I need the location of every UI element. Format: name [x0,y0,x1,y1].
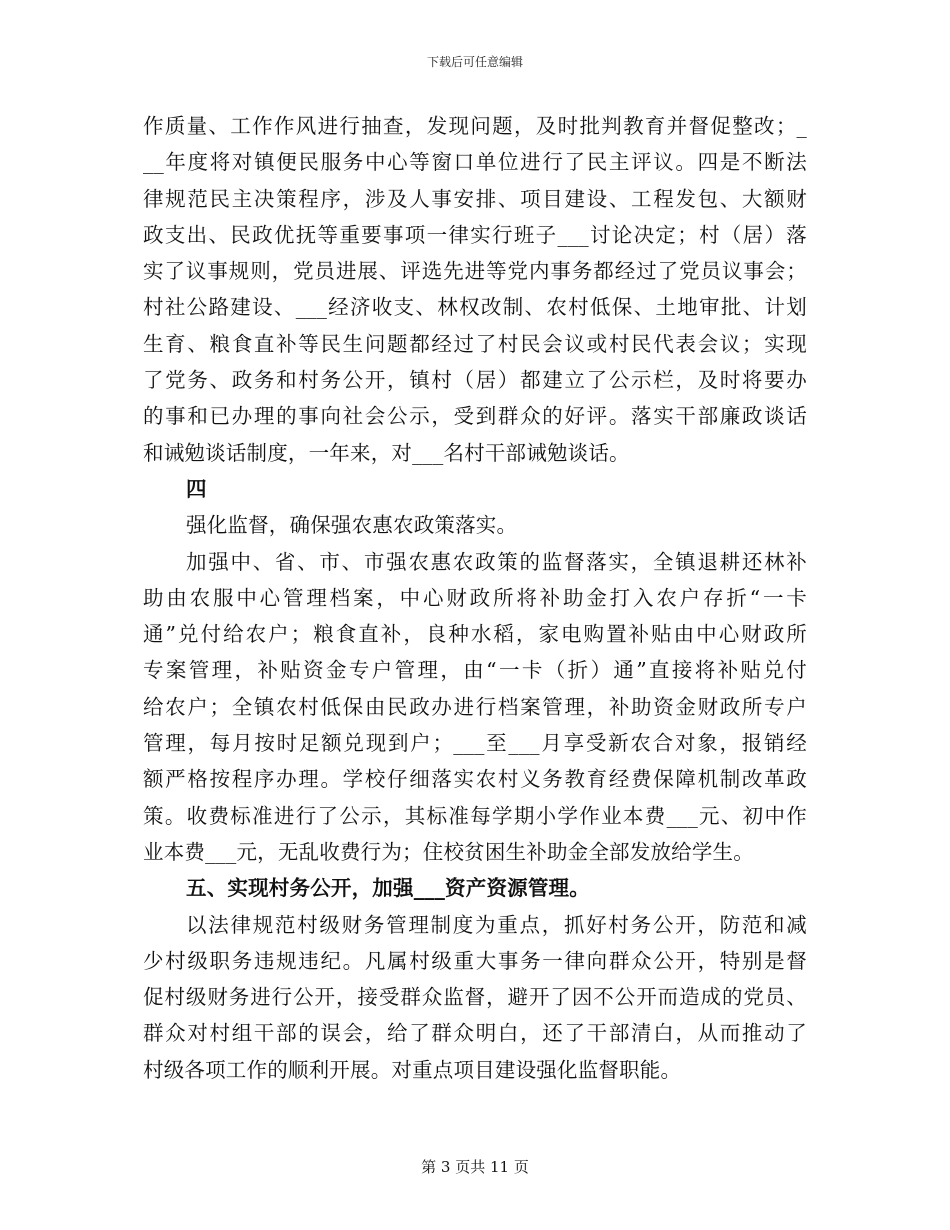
document-body [143,108,807,1088]
text-line: 作质量、工作作风进行抽查，发现问题，及时批判教育并督促整改；_ [143,114,807,138]
page-header: 下载后可任意编辑 [426,55,523,69]
text-line: 管理，每月按时足额兑现到户；___至___月享受新农合对象，报销经 [143,731,807,756]
text-line: 四 [186,476,207,501]
text-line: 策。收费标准进行了公示，其标准每学期小学作业本费___元、初中作 [143,803,807,828]
text-line: 实了议事规则，党员进展、评选先进等党内事务都经过了党员议事会； [143,259,807,284]
text-line: 促村级财务进行公开，接受群众监督，避开了因不公开而造成的党员、 [143,985,807,1010]
page-footer: 第 3 页共 11 页 [421,1158,529,1176]
text-line: 业本费___元，无乱收费行为；住校贫困生补助金全部发放给学生。 [143,839,754,864]
text-line: 额严格按程序办理。学校仔细落实农村义务教育经费保障机制改革政 [143,767,807,792]
text-line: 村级各项工作的顺利开展。对重点项目建设强化监督职能。 [143,1057,682,1082]
text-line: 群众对村组干部的误会，给了群众明白，还了干部清白，从而推动了 [143,1021,807,1046]
text-line: __年度将对镇便民服务中心等窗口单位进行了民主评议。四是不断法 [143,150,807,175]
text-line: 的事和已办理的事向社会公示，受到群众的好评。落实干部廉政谈话 [143,404,807,429]
text-line: 专案管理，补贴资金专户管理，由“一卡（折）通”直接将补贴兑付 [143,658,807,683]
text-line: 以法律规范村级财务管理制度为重点，抓好村务公开，防范和减 [186,912,807,937]
text-line: 政支出、民政优抚等重要事项一律实行班子___讨论决定；村（居）落 [143,222,807,247]
text-line: 生育、粮食直补等民生问题都经过了村民会议或村民代表会议；实现 [143,331,807,356]
text-line: 村社公路建设、___经济收支、林权改制、农村低保、土地审批、计划 [143,295,807,320]
text-line: 通”兑付给农户；粮食直补，良种水稻，家电购置补贴由中心财政所 [143,622,807,647]
text-line: 五、实现村务公开，加强___资产资源管理。 [186,876,590,901]
text-line: 律规范民主决策程序，涉及人事安排、项目建设、工程发包、大额财 [143,186,807,211]
text-line: 给农户；全镇农村低保由民政办进行档案管理，补助资金财政所专户 [143,694,807,719]
text-line: 和诫勉谈话制度，一年来，对___名村干部诫勉谈话。 [143,440,630,465]
text-line: 助由农服中心管理档案，中心财政所将补助金打入农户存折“一卡 [143,585,807,610]
text-line: 少村级职务违规违纪。凡属村级重大事务一律向群众公开，特别是督 [143,948,807,973]
text-line: 了党务、政务和村务公开，镇村（居）都建立了公示栏，及时将要办 [143,368,807,393]
text-line: 强化监督，确保强农惠农政策落实。 [186,513,518,538]
text-line: 加强中、省、市、市强农惠农政策的监督落实，全镇退耕还林补 [186,549,807,574]
